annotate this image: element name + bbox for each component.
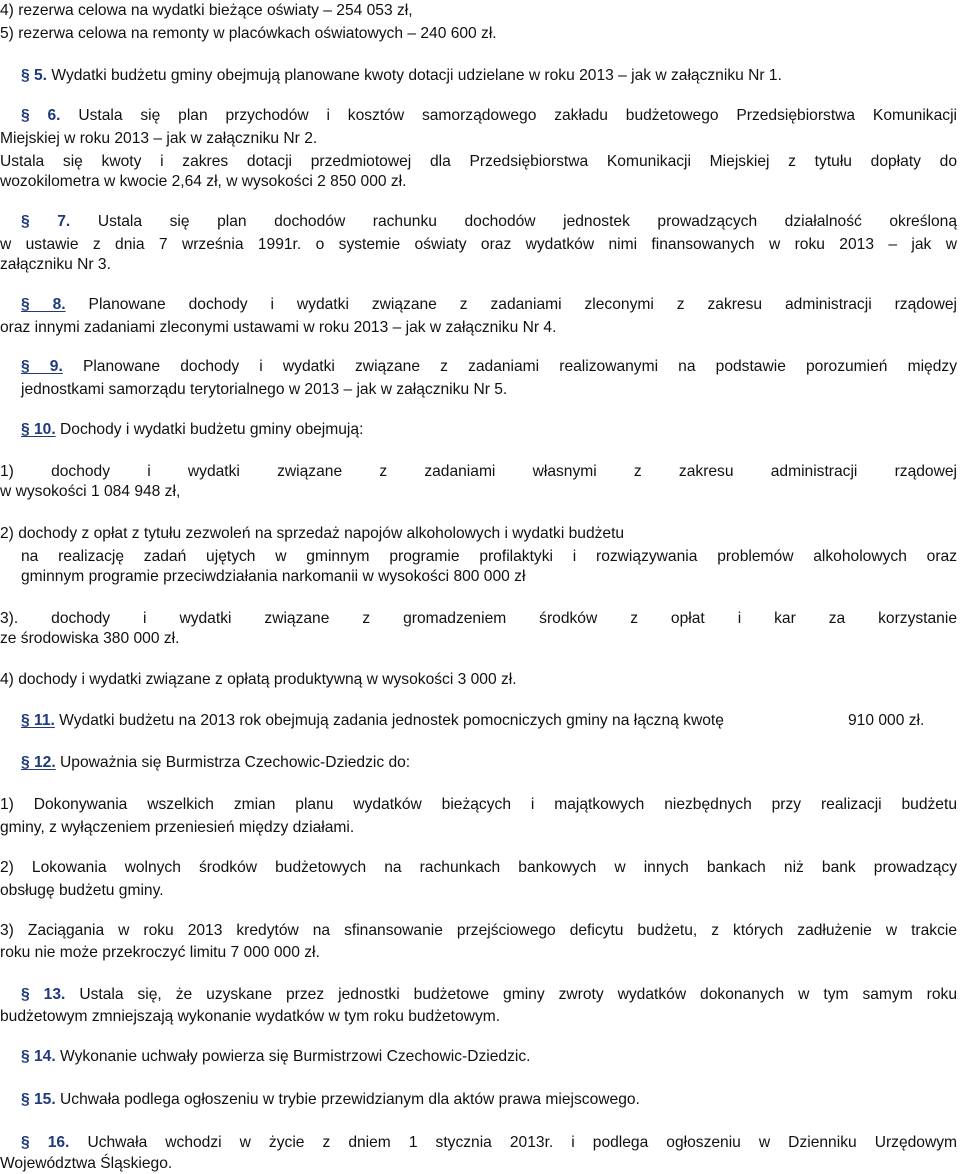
- paragraph-9-line-2: jednostkami samorządu terytorialnego w 2013 – jak w załączniku Nr 5.: [21, 381, 508, 398]
- paragraph-text: Ustala się, że uzyskane przez jednostki budżetowe gminy zwroty wydatków dokonanych w tym samym roku: [79, 986, 957, 1003]
- paragraph-text: Uchwała podlega ogłoszeniu w trybie przewidzianym dla aktów prawa miejscowego.: [60, 1091, 640, 1108]
- paragraph-text: Wydatki budżetu na 2013 rok obejmują zadania jednostek pomocniczych gminy na łączną kwotę: [59, 712, 724, 729]
- reserve-item-4: 4) rezerwa celowa na wydatki bieżące oświaty – 254 053 zł,: [0, 2, 413, 19]
- paragraph-text: Planowane dochody i wydatki związane z zadaniami zleconymi z zakresu administracji rządowej: [88, 296, 957, 313]
- section-number: § 9.: [21, 358, 63, 375]
- income-item-2-line-2: na realizację zadań ujętych w gminnym programie profilaktyki i rozwiązywania problemów alkoholowych oraz: [21, 548, 957, 565]
- section-number: § 13.: [21, 986, 66, 1003]
- paragraph-text: Wykonanie uchwały powierza się Burmistrzowi Czechowic-Dziedzic.: [60, 1048, 531, 1065]
- income-item-4: 4) dochody i wydatki związane z opłatą produktywną w wysokości 3 000 zł.: [0, 671, 517, 688]
- paragraph-5: [21, 66, 782, 86]
- paragraph-8-line-2: oraz innymi zadaniami zleconymi ustawami w roku 2013 – jak w załączniku Nr 4.: [0, 319, 557, 336]
- paragraph-6-line-1: [21, 106, 957, 126]
- paragraph-15: [21, 1090, 640, 1110]
- paragraph-12-heading: [21, 753, 410, 773]
- paragraph-8-line-1: [21, 295, 957, 315]
- authorization-item-3-line-2: roku nie może przekroczyć limitu 7 000 000 zł.: [0, 944, 320, 961]
- income-item-1-line-2: w wysokości 1 084 948 zł,: [0, 483, 181, 500]
- paragraph-16-line-2: Województwa Śląskiego.: [0, 1155, 173, 1172]
- authorization-item-2-line-1: 2) Lokowania wolnych środków budżetowych na rachunkach bankowych w innych bankach niż bank prowadzący: [0, 859, 957, 876]
- authorization-item-1-line-1: 1) Dokonywania wszelkich zmian planu wydatków bieżących i majątkowych niezbędnych przy realizacji budżetu: [0, 796, 957, 813]
- paragraph-13-line-2: budżetowym zmniejszają wykonanie wydatków w tym roku budżetowym.: [0, 1008, 501, 1025]
- paragraph-14: [21, 1047, 530, 1067]
- paragraph-6-line-2: Miejskiej w roku 2013 – jak w załączniku Nr 2.: [0, 130, 318, 147]
- authorization-item-1-line-2: gminy, z wyłączeniem przeniesień między działami.: [0, 819, 355, 836]
- paragraph-text: Uchwała wchodzi w życie z dniem 1 stycznia 2013r. i podlega ogłoszeniu w Dzienniku Urzędowym: [87, 1134, 958, 1151]
- income-item-2-line-3: gminnym programie przeciwdziałania narkomanii w wysokości 800 000 zł: [21, 568, 526, 585]
- paragraph-text: Ustala się plan dochodów rachunku dochodów jednostek prowadzących działalność określoną: [97, 213, 957, 230]
- paragraph-7-line-1: [21, 212, 957, 232]
- income-item-3-line-1: 3). dochody i wydatki związane z gromadzeniem środków z opłat i kar za korzystanie: [0, 610, 957, 627]
- paragraph-16-line-1: [21, 1133, 957, 1153]
- section-number: § 15.: [21, 1091, 56, 1108]
- paragraph-11-amount: 910 000 zł.: [848, 712, 925, 729]
- section-number: § 12.: [21, 754, 56, 771]
- income-item-1-line-1: 1) dochody i wydatki związane z zadaniami własnymi z zakresu administracji rządowej: [0, 463, 957, 480]
- authorization-item-2-line-2: obsługę budżetu gminy.: [0, 882, 164, 899]
- paragraph-6-line-3: Ustala się kwoty i zakres dotacji przedmiotowej dla Przedsiębiorstwa Komunikacji Miejskiej z tytułu dopłaty do: [0, 153, 957, 170]
- paragraph-10-heading: [21, 420, 363, 440]
- section-number: § 8.: [21, 296, 66, 313]
- reserve-item-5: 5) rezerwa celowa na remonty w placówkach oświatowych – 240 600 zł.: [0, 25, 497, 42]
- paragraph-9-line-1: [21, 357, 957, 377]
- income-item-2-line-1: 2) dochody z opłat z tytułu zezwoleń na sprzedaż napojów alkoholowych i wydatki budżetu: [0, 525, 625, 542]
- section-number: § 7.: [21, 213, 71, 230]
- paragraph-7-line-3: załączniku Nr 3.: [0, 256, 111, 273]
- section-number: § 14.: [21, 1048, 56, 1065]
- section-number: § 5.: [21, 67, 48, 84]
- section-number: § 16.: [21, 1134, 70, 1151]
- section-number: § 11.: [21, 712, 55, 729]
- paragraph-text: Ustala się plan przychodów i kosztów samorządowego zakładu budżetowego Przedsiębiorstwa Komunikacji: [78, 107, 958, 124]
- section-number: § 10.: [21, 421, 56, 438]
- paragraph-text: Planowane dochody i wydatki związane z zadaniami realizowanymi na podstawie porozumień między: [82, 358, 957, 375]
- paragraph-text: Upoważnia się Burmistrza Czechowic-Dziedzic do:: [60, 754, 411, 771]
- section-number: § 6.: [21, 107, 61, 124]
- income-item-3-line-2: ze środowiska 380 000 zł.: [0, 630, 180, 647]
- paragraph-13-line-1: [21, 985, 957, 1005]
- paragraph-11: [21, 711, 724, 731]
- paragraph-6-line-4: wozokilometra w kwocie 2,64 zł, w wysokości 2 850 000 zł.: [0, 173, 407, 190]
- paragraph-text: Wydatki budżetu gminy obejmują planowane kwoty dotacji udzielane w roku 2013 – jak w załączniku Nr 1.: [51, 67, 782, 84]
- paragraph-7-line-2: w ustawie z dnia 7 września 1991r. o systemie oświaty oraz wydatków nimi finansowanych w roku 2013 – jak w: [0, 236, 957, 253]
- paragraph-text: Dochody i wydatki budżetu gminy obejmują:: [60, 421, 364, 438]
- authorization-item-3-line-1: 3) Zaciągania w roku 2013 kredytów na sfinansowanie przejściowego deficytu budżetu, z których zadłużenie w trakcie: [0, 922, 957, 939]
